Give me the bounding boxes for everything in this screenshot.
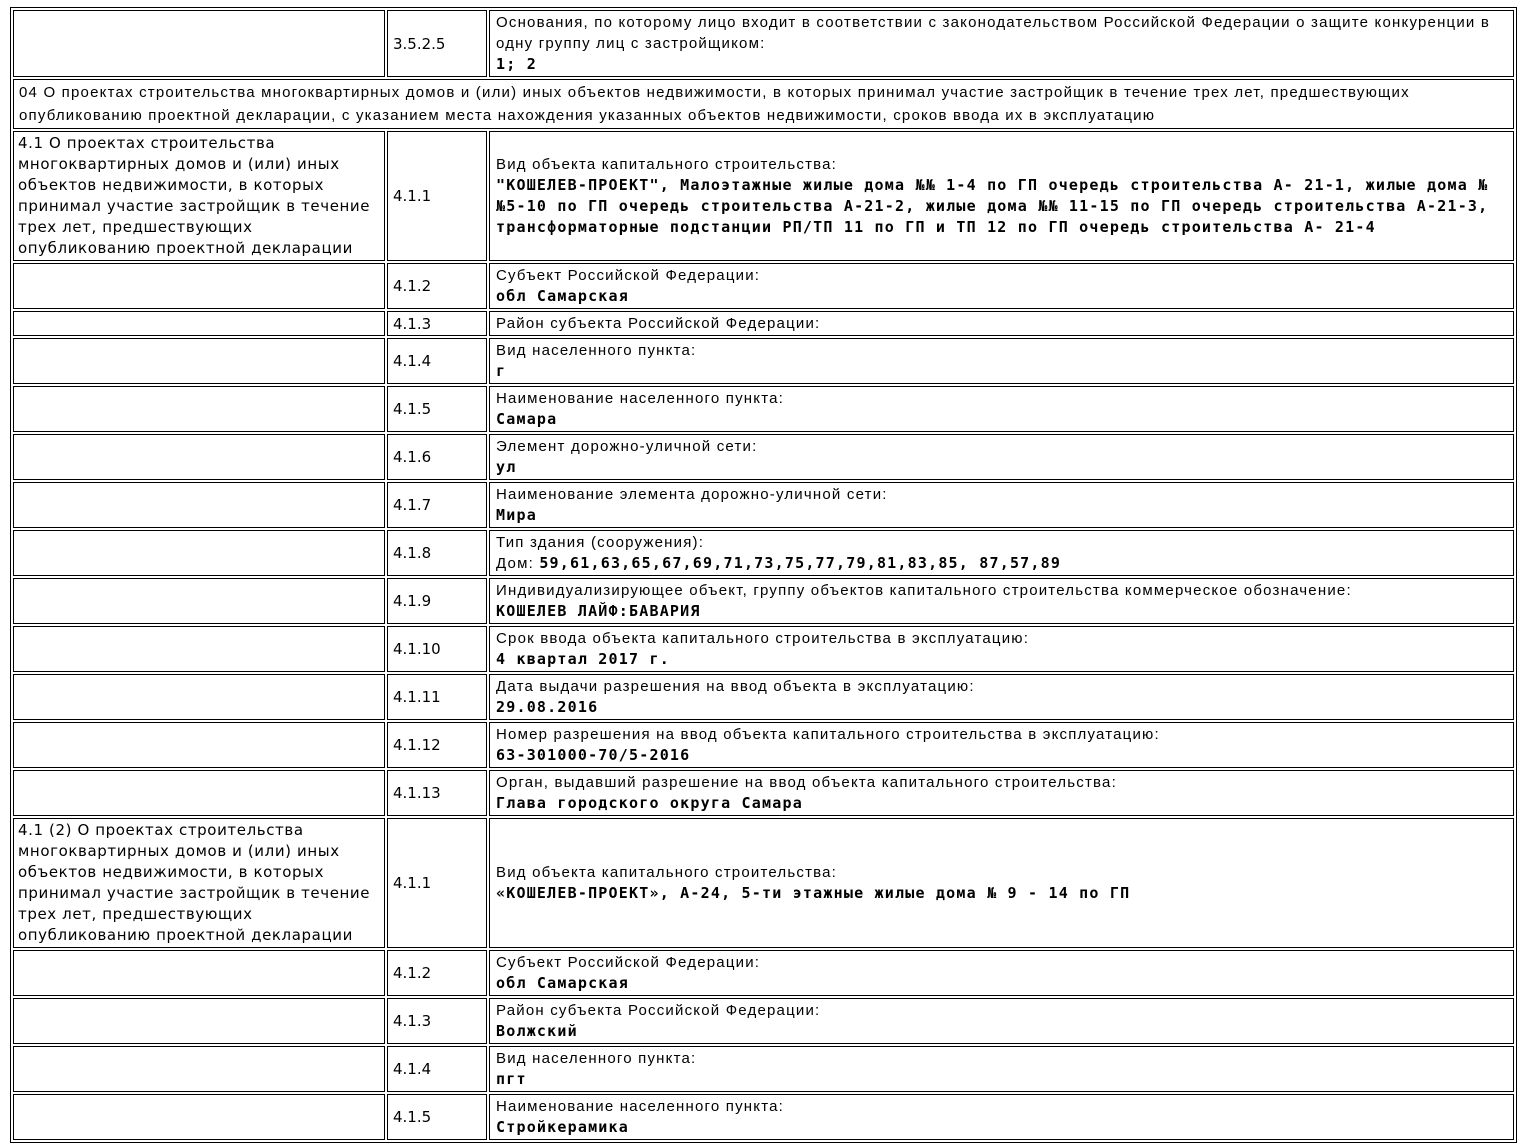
- field-label: Элемент дорожно-уличной сети:: [496, 438, 758, 455]
- field-label: Субъект Российской Федерации:: [496, 267, 761, 284]
- field-label: Основания, по которому лицо входит в соответствии с законодательством Российской Федерации о защите конкуренции в одну группу лиц с застройщиком:: [496, 14, 1491, 52]
- table-row: [13, 674, 1514, 720]
- description-cell: [13, 434, 385, 480]
- field-label: Вид объекта капитального строительства:: [496, 864, 838, 881]
- field-value: пгт: [496, 1070, 527, 1088]
- content-cell: [489, 626, 1514, 672]
- field-label: Тип здания (сооружения):: [496, 534, 705, 551]
- description-cell: [13, 338, 385, 384]
- code-cell: 4.1.3: [387, 998, 487, 1044]
- content-cell: [489, 998, 1514, 1044]
- field-label: Наименование населенного пункта:: [496, 1098, 785, 1115]
- declaration-table-body: [13, 10, 1514, 1140]
- content-cell: [489, 338, 1514, 384]
- field-value-line: [496, 1117, 1507, 1138]
- code-cell: 4.1.8: [387, 530, 487, 576]
- field-label: Район субъекта Российской Федерации:: [496, 1002, 821, 1019]
- field-label: Наименование населенного пункта:: [496, 390, 785, 407]
- table-row: [13, 434, 1514, 480]
- table-row: [13, 263, 1514, 309]
- content-cell: [489, 131, 1514, 261]
- field-value: 1; 2: [496, 55, 537, 73]
- field-value: г: [496, 362, 507, 380]
- code-cell: 4.1.7: [387, 482, 487, 528]
- field-label: Вид объекта капитального строительства:: [496, 156, 838, 173]
- content-cell: [489, 482, 1514, 528]
- description-cell: [13, 10, 385, 77]
- code-cell: 4.1.2: [387, 263, 487, 309]
- code-cell: 4.1.10: [387, 626, 487, 672]
- description-cell: 4.1 (2) О проектах строительства многоквартирных домов и (или) иных объектов недвижимости, в которых принимал участие застройщик в течение трех лет, предшествующих опубликованию проектной декларации: [13, 818, 385, 948]
- code-cell: 4.1.4: [387, 1046, 487, 1092]
- field-value-prefix: Дом:: [496, 555, 540, 572]
- field-value: 59,61,63,65,67,69,71,73,75,77,79,81,83,85, 87,57,89: [539, 554, 1062, 572]
- content-cell: [489, 10, 1514, 77]
- description-cell: [13, 950, 385, 996]
- field-label: Срок ввода объекта капитального строительства в эксплуатацию:: [496, 630, 1030, 647]
- table-row: [13, 482, 1514, 528]
- field-value-line: [496, 54, 1507, 75]
- field-value-line: [496, 361, 1507, 382]
- content-cell: [489, 1094, 1514, 1140]
- code-cell: 4.1.6: [387, 434, 487, 480]
- table-row: [13, 626, 1514, 672]
- content-cell: [489, 722, 1514, 768]
- field-label: Орган, выдавший разрешение на ввод объекта капитального строительства:: [496, 774, 1117, 791]
- table-row: [13, 950, 1514, 996]
- description-cell: [13, 998, 385, 1044]
- code-cell: 4.1.1: [387, 818, 487, 948]
- table-row: [13, 722, 1514, 768]
- table-row: [13, 386, 1514, 432]
- declaration-table: [10, 7, 1517, 1143]
- description-cell: [13, 482, 385, 528]
- table-row: [13, 10, 1514, 77]
- field-label: Номер разрешения на ввод объекта капитального строительства в эксплуатацию:: [496, 726, 1160, 743]
- table-row: [13, 1046, 1514, 1092]
- field-value-line: [496, 601, 1507, 622]
- table-row: [13, 578, 1514, 624]
- field-value: КОШЕЛЕВ ЛАЙФ:БАВАРИЯ: [496, 602, 701, 620]
- section-header-cell: 04 О проектах строительства многоквартирных домов и (или) иных объектов недвижимости, в которых принимал участие застройщик в течение трех лет, предшествующих опубликованию проектной декларации, с указанием места нахождения указанных объектов недвижимости, сроков ввода их в эксплуатацию: [13, 79, 1514, 129]
- field-value: Глава городского округа Самара: [496, 794, 803, 812]
- field-value: 29.08.2016: [496, 698, 599, 716]
- code-cell: 4.1.5: [387, 1094, 487, 1140]
- field-value-line: [496, 1069, 1507, 1090]
- field-value-line: [496, 286, 1507, 307]
- field-label: Индивидуализирующее объект, группу объектов капитального строительства коммерческое обозначение:: [496, 582, 1352, 599]
- field-value-line: [496, 175, 1507, 238]
- content-cell: [489, 818, 1514, 948]
- code-cell: 4.1.2: [387, 950, 487, 996]
- description-cell: [13, 311, 385, 336]
- field-value: 4 квартал 2017 г.: [496, 650, 670, 668]
- content-cell: [489, 386, 1514, 432]
- field-value: Мира: [496, 506, 537, 524]
- content-cell: [489, 950, 1514, 996]
- description-cell: [13, 263, 385, 309]
- table-row: [13, 998, 1514, 1044]
- code-cell: 4.1.3: [387, 311, 487, 336]
- code-cell: 4.1.1: [387, 131, 487, 261]
- field-value: Самара: [496, 410, 558, 428]
- table-row: [13, 818, 1514, 948]
- description-cell: [13, 674, 385, 720]
- code-cell: 3.5.2.5: [387, 10, 487, 77]
- description-cell: [13, 626, 385, 672]
- description-cell: 4.1 О проектах строительства многоквартирных домов и (или) иных объектов недвижимости, в которых принимал участие застройщик в течение трех лет, предшествующих опубликованию проектной декларации: [13, 131, 385, 261]
- field-label: Наименование элемента дорожно-уличной сети:: [496, 486, 888, 503]
- field-value: Волжский: [496, 1022, 578, 1040]
- description-cell: [13, 386, 385, 432]
- field-value-line: [496, 505, 1507, 526]
- field-value: Стройкерамика: [496, 1118, 629, 1136]
- content-cell: [489, 1046, 1514, 1092]
- description-cell: [13, 722, 385, 768]
- field-value-line: [496, 409, 1507, 430]
- description-cell: [13, 1094, 385, 1140]
- field-label: Район субъекта Российской Федерации:: [496, 315, 821, 332]
- field-value: обл Самарская: [496, 287, 629, 305]
- description-cell: [13, 770, 385, 816]
- content-cell: [489, 578, 1514, 624]
- content-cell: [489, 311, 1514, 336]
- field-value-line: [496, 973, 1507, 994]
- description-cell: [13, 1046, 385, 1092]
- table-row: [13, 131, 1514, 261]
- field-label: Субъект Российской Федерации:: [496, 954, 761, 971]
- content-cell: [489, 434, 1514, 480]
- field-value-line: [496, 457, 1507, 478]
- field-value-line: [496, 697, 1507, 718]
- field-value: обл Самарская: [496, 974, 629, 992]
- code-cell: 4.1.13: [387, 770, 487, 816]
- field-value: «КОШЕЛЕВ-ПРОЕКТ», А-24, 5-ти этажные жилые дома № 9 - 14 по ГП: [496, 884, 1131, 902]
- field-label: Вид населенного пункта:: [496, 1050, 697, 1067]
- field-value: ул: [496, 458, 517, 476]
- field-value-line: [496, 883, 1507, 904]
- field-label: Дата выдачи разрешения на ввод объекта в эксплуатацию:: [496, 678, 975, 695]
- field-value: 63-301000-70/5-2016: [496, 746, 691, 764]
- table-row: [13, 311, 1514, 336]
- code-cell: 4.1.5: [387, 386, 487, 432]
- content-cell: [489, 770, 1514, 816]
- field-value: "КОШЕЛЕВ-ПРОЕКТ", Малоэтажные жилые дома №№ 1-4 по ГП очередь строительства А- 21-1, жилые дома №№5-10 по ГП очередь строительства А-21-2, жилые дома №№ 11-15 по ГП очередь строительства А-21-3, трансформаторные подстанции РП/ТП 11 по ГП и ТП 12 по ГП очередь строительства А- 21-4: [496, 176, 1489, 236]
- table-row: [13, 1094, 1514, 1140]
- code-cell: 4.1.9: [387, 578, 487, 624]
- field-value-line: [496, 793, 1507, 814]
- table-row: [13, 530, 1514, 576]
- content-cell: [489, 530, 1514, 576]
- code-cell: 4.1.11: [387, 674, 487, 720]
- table-row: [13, 770, 1514, 816]
- field-label: Вид населенного пункта:: [496, 342, 697, 359]
- field-value-line: [496, 1021, 1507, 1042]
- field-value-line: [496, 553, 1507, 574]
- description-cell: [13, 530, 385, 576]
- content-cell: [489, 674, 1514, 720]
- field-value-line: [496, 745, 1507, 766]
- description-cell: [13, 578, 385, 624]
- code-cell: 4.1.12: [387, 722, 487, 768]
- code-cell: 4.1.4: [387, 338, 487, 384]
- content-cell: [489, 263, 1514, 309]
- section-header-row: [13, 79, 1514, 129]
- table-row: [13, 338, 1514, 384]
- field-value-line: [496, 649, 1507, 670]
